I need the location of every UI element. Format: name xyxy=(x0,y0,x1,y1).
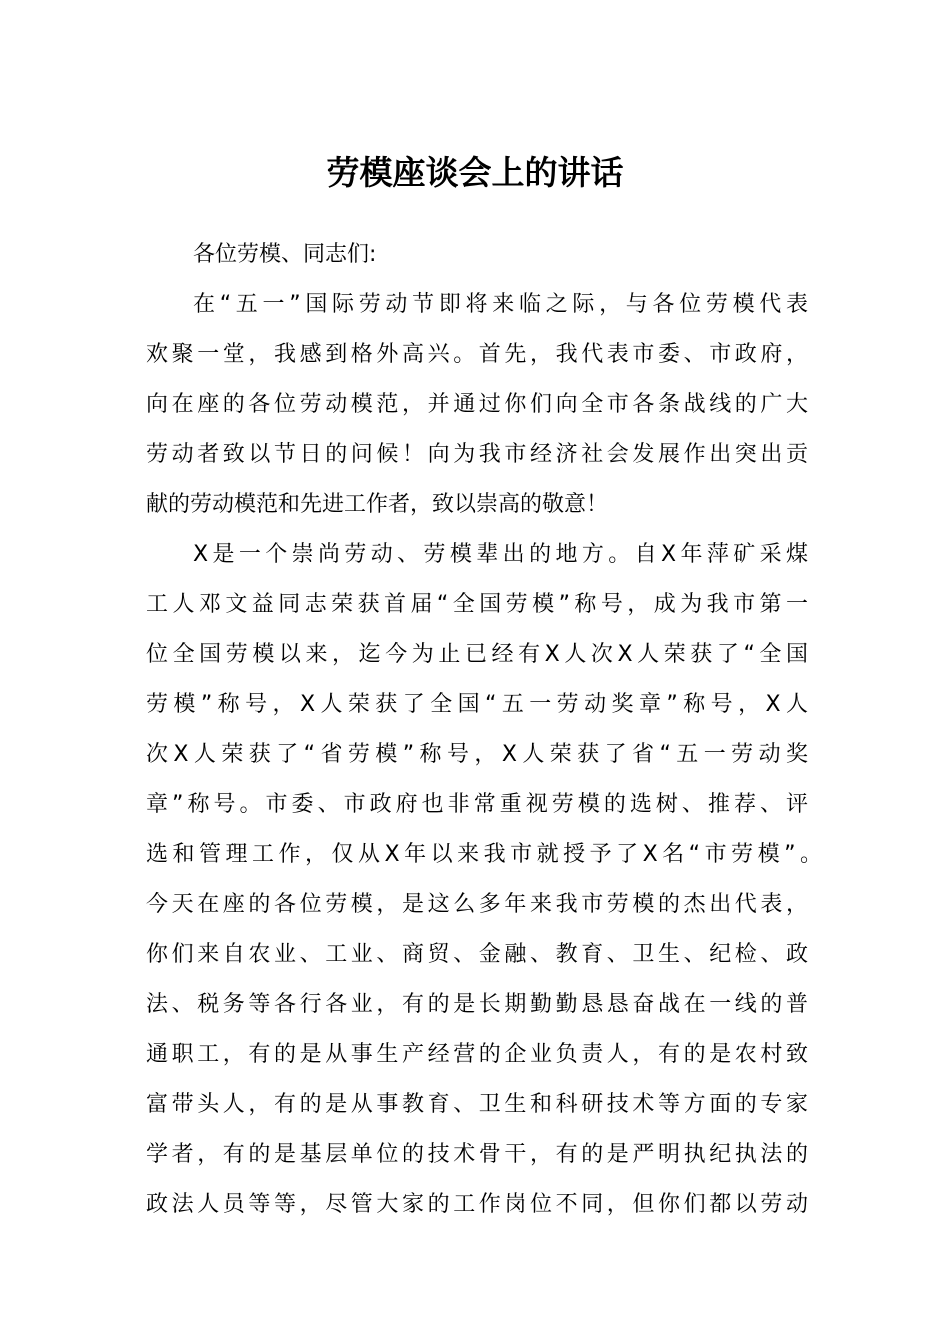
paragraph-1-line-2: 欢聚一堂，我感到格外高兴。首先，我代表市委、市政府， xyxy=(146,342,808,367)
paragraph-2-line-10: 法、税务等各行各业，有的是长期勤勤恳恳奋战在一线的普 xyxy=(146,992,808,1017)
paragraph-1-line-1: 在“五一”国际劳动节即将来临之际，与各位劳模代表 xyxy=(193,292,808,317)
paragraph-2-line-4: 劳模”称号，X人荣获了全国“五一劳动奖章”称号，X人 xyxy=(146,692,808,717)
paragraph-2-line-13: 学者，有的是基层单位的技术骨干，有的是严明执纪执法的 xyxy=(146,1142,808,1167)
paragraph-2-line-9: 你们来自农业、工业、商贸、金融、教育、卫生、纪检、政 xyxy=(146,942,808,967)
paragraph-2-line-5: 次X人荣获了“省劳模”称号，X人荣获了省“五一劳动奖 xyxy=(146,742,808,767)
paragraph-1-line-3: 向在座的各位劳动模范，并通过你们向全市各条战线的广大 xyxy=(146,392,808,417)
paragraph-1-line-4: 劳动者致以节日的问候！向为我市经济社会发展作出突出贡 xyxy=(146,442,808,467)
paragraph-2-line-1: X是一个崇尚劳动、劳模辈出的地方。自X年萍矿采煤 xyxy=(193,542,808,567)
paragraph-2-line-12: 富带头人，有的是从事教育、卫生和科研技术等方面的专家 xyxy=(146,1092,808,1117)
paragraph-2-line-8: 今天在座的各位劳模，是这么多年来我市劳模的杰出代表， xyxy=(146,892,808,917)
paragraph-2-line-11: 通职工，有的是从事生产经营的企业负责人，有的是农村致 xyxy=(146,1042,808,1067)
document-body xyxy=(146,230,822,1230)
salutation: 各位劳模、同志们: xyxy=(193,242,377,267)
paragraph-2-line-7: 选和管理工作，仅从X年以来我市就授予了X名“市劳模”。 xyxy=(146,842,822,867)
paragraph-2-line-6: 章”称号。市委、市政府也非常重视劳模的选树、推荐、评 xyxy=(146,792,808,817)
paragraph-2-line-14: 政法人员等等，尽管大家的工作岗位不同，但你们都以劳动 xyxy=(146,1192,808,1217)
paragraph-1-line-5: 献的劳动模范和先进工作者，致以崇高的敬意！ xyxy=(146,492,609,517)
paragraph-2-line-2: 工人邓文益同志荣获首届“全国劳模”称号，成为我市第一 xyxy=(146,592,808,617)
paragraph-2-line-3: 位全国劳模以来，迄今为止已经有X人次X人荣获了“全国 xyxy=(146,642,808,667)
document-title: 劳模座谈会上的讲话 xyxy=(326,153,624,192)
